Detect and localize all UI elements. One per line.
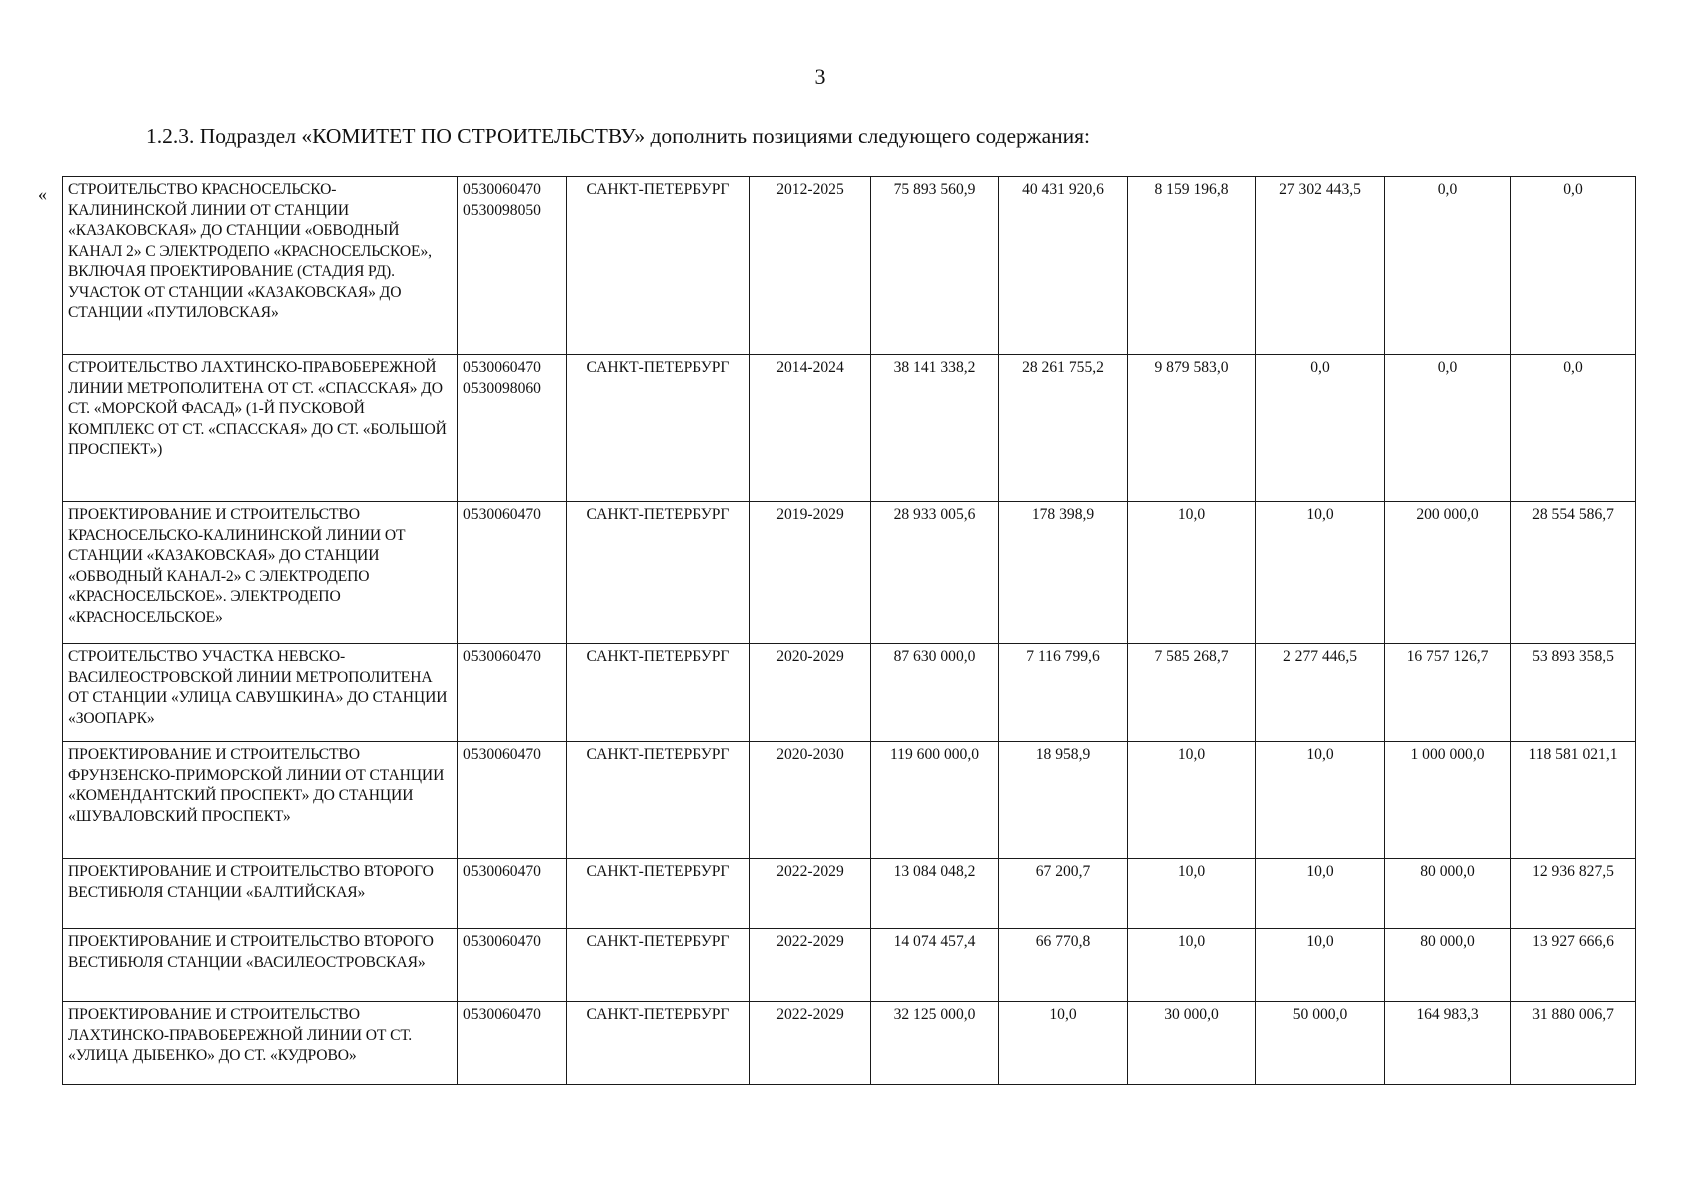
amount-cell: 7 585 268,7 xyxy=(1128,644,1256,742)
object-name-cell: ПРОЕКТИРОВАНИЕ И СТРОИТЕЛЬСТВО ВТОРОГО ВЕСТИБЮЛЯ СТАНЦИИ «БАЛТИЙСКАЯ» xyxy=(63,859,458,929)
amount-cell: 10,0 xyxy=(1256,502,1385,644)
period-cell: 2020-2029 xyxy=(750,644,871,742)
amount-cell: 18 958,9 xyxy=(999,742,1128,859)
amount-cell: 10,0 xyxy=(1128,929,1256,1002)
amount-cell: 12 936 827,5 xyxy=(1511,859,1636,929)
amount-cell: 28 554 586,7 xyxy=(1511,502,1636,644)
location-cell: САНКТ-ПЕТЕРБУРГ xyxy=(567,1002,750,1085)
amount-cell: 118 581 021,1 xyxy=(1511,742,1636,859)
budget-code-cell: 0530060470 xyxy=(458,502,567,644)
amount-cell: 178 398,9 xyxy=(999,502,1128,644)
amount-cell: 40 431 920,6 xyxy=(999,177,1128,355)
amount-cell: 16 757 126,7 xyxy=(1385,644,1511,742)
location-cell: САНКТ-ПЕТЕРБУРГ xyxy=(567,644,750,742)
construction-positions-table xyxy=(62,176,1636,1085)
amount-cell: 0,0 xyxy=(1511,355,1636,502)
object-name-cell: СТРОИТЕЛЬСТВО КРАСНОСЕЛЬСКО-КАЛИНИНСКОЙ ЛИНИИ ОТ СТАНЦИИ «КАЗАКОВСКАЯ» ДО СТАНЦИИ «ОБВОДНЫЙ КАНАЛ 2» С ЭЛЕКТРОДЕПО «КРАСНОСЕЛЬСКОЕ», ВКЛЮЧАЯ ПРОЕКТИРОВАНИЕ (СТАДИЯ РД). УЧАСТОК ОТ СТАНЦИИ «КАЗАКОВСКАЯ» ДО СТАНЦИИ «ПУТИЛОВСКАЯ» xyxy=(63,177,458,355)
amount-cell: 10,0 xyxy=(1256,859,1385,929)
budget-code-cell: 0530060470 xyxy=(458,929,567,1002)
table-row xyxy=(63,742,1636,859)
location-cell: САНКТ-ПЕТЕРБУРГ xyxy=(567,742,750,859)
amount-cell: 50 000,0 xyxy=(1256,1002,1385,1085)
total-cost-cell: 32 125 000,0 xyxy=(871,1002,999,1085)
amount-cell: 67 200,7 xyxy=(999,859,1128,929)
object-name-cell: ПРОЕКТИРОВАНИЕ И СТРОИТЕЛЬСТВО ЛАХТИНСКО-ПРАВОБЕРЕЖНОЙ ЛИНИИ ОТ СТ. «УЛИЦА ДЫБЕНКО» ДО СТ. «КУДРОВО» xyxy=(63,1002,458,1085)
budget-code-cell: 0530060470 0530098050 xyxy=(458,177,567,355)
location-cell: САНКТ-ПЕТЕРБУРГ xyxy=(567,502,750,644)
amount-cell: 13 927 666,6 xyxy=(1511,929,1636,1002)
period-cell: 2019-2029 xyxy=(750,502,871,644)
amount-cell: 28 261 755,2 xyxy=(999,355,1128,502)
budget-code-cell: 0530060470 xyxy=(458,742,567,859)
object-name-cell: СТРОИТЕЛЬСТВО ЛАХТИНСКО-ПРАВОБЕРЕЖНОЙ ЛИНИИ МЕТРОПОЛИТЕНА ОТ СТ. «СПАССКАЯ» ДО СТ. «МОРСКОЙ ФАСАД» (1-Й ПУСКОВОЙ КОМПЛЕКС ОТ СТ. «СПАССКАЯ» ДО СТ. «БОЛЬШОЙ ПРОСПЕКТ») xyxy=(63,355,458,502)
amount-cell: 1 000 000,0 xyxy=(1385,742,1511,859)
amount-cell: 8 159 196,8 xyxy=(1128,177,1256,355)
amount-cell: 10,0 xyxy=(1128,742,1256,859)
budget-code-cell: 0530060470 xyxy=(458,859,567,929)
amount-cell: 0,0 xyxy=(1385,177,1511,355)
amount-cell: 7 116 799,6 xyxy=(999,644,1128,742)
table-row xyxy=(63,177,1636,355)
amount-cell: 31 880 006,7 xyxy=(1511,1002,1636,1085)
amount-cell: 10,0 xyxy=(1128,859,1256,929)
object-name-cell: ПРОЕКТИРОВАНИЕ И СТРОИТЕЛЬСТВО ВТОРОГО ВЕСТИБЮЛЯ СТАНЦИИ «ВАСИЛЕОСТРОВСКАЯ» xyxy=(63,929,458,1002)
amount-cell: 164 983,3 xyxy=(1385,1002,1511,1085)
table-row xyxy=(63,1002,1636,1085)
amount-cell: 200 000,0 xyxy=(1385,502,1511,644)
amount-cell: 80 000,0 xyxy=(1385,859,1511,929)
table-row xyxy=(63,355,1636,502)
budget-code-cell: 0530060470 xyxy=(458,644,567,742)
section-amendment-text: 1.2.3. Подраздел «КОМИТЕТ ПО СТРОИТЕЛЬСТВУ» дополнить позициями следующего содержания: xyxy=(146,124,1091,148)
location-cell: САНКТ-ПЕТЕРБУРГ xyxy=(567,929,750,1002)
amount-cell: 0,0 xyxy=(1385,355,1511,502)
table-row xyxy=(63,502,1636,644)
period-cell: 2020-2030 xyxy=(750,742,871,859)
amount-cell: 10,0 xyxy=(1128,502,1256,644)
total-cost-cell: 28 933 005,6 xyxy=(871,502,999,644)
table-row xyxy=(63,929,1636,1002)
period-cell: 2022-2029 xyxy=(750,859,871,929)
location-cell: САНКТ-ПЕТЕРБУРГ xyxy=(567,355,750,502)
amount-cell: 53 893 358,5 xyxy=(1511,644,1636,742)
total-cost-cell: 14 074 457,4 xyxy=(871,929,999,1002)
period-cell: 2022-2029 xyxy=(750,1002,871,1085)
amount-cell: 10,0 xyxy=(1256,929,1385,1002)
object-name-cell: ПРОЕКТИРОВАНИЕ И СТРОИТЕЛЬСТВО КРАСНОСЕЛЬСКО-КАЛИНИНСКОЙ ЛИНИИ ОТ СТАНЦИИ «КАЗАКОВСКАЯ» ДО СТАНЦИИ «ОБВОДНЫЙ КАНАЛ-2» С ЭЛЕКТРОДЕПО «КРАСНОСЕЛЬСКОЕ». ЭЛЕКТРОДЕПО «КРАСНОСЕЛЬСКОЕ» xyxy=(63,502,458,644)
amount-cell: 0,0 xyxy=(1511,177,1636,355)
amount-cell: 27 302 443,5 xyxy=(1256,177,1385,355)
period-cell: 2012-2025 xyxy=(750,177,871,355)
amount-cell: 9 879 583,0 xyxy=(1128,355,1256,502)
amount-cell: 80 000,0 xyxy=(1385,929,1511,1002)
page-number: 3 xyxy=(814,64,826,89)
table-row xyxy=(63,859,1636,929)
period-cell: 2014-2024 xyxy=(750,355,871,502)
total-cost-cell: 87 630 000,0 xyxy=(871,644,999,742)
object-name-cell: СТРОИТЕЛЬСТВО УЧАСТКА НЕВСКО-ВАСИЛЕОСТРОВСКОЙ ЛИНИИ МЕТРОПОЛИТЕНА ОТ СТАНЦИИ «УЛИЦА САВУШКИНА» ДО СТАНЦИИ «ЗООПАРК» xyxy=(63,644,458,742)
amount-cell: 2 277 446,5 xyxy=(1256,644,1385,742)
amount-cell: 0,0 xyxy=(1256,355,1385,502)
amount-cell: 10,0 xyxy=(1256,742,1385,859)
object-name-cell: ПРОЕКТИРОВАНИЕ И СТРОИТЕЛЬСТВО ФРУНЗЕНСКО-ПРИМОРСКОЙ ЛИНИИ ОТ СТАНЦИИ «КОМЕНДАНТСКИЙ ПРОСПЕКТ» ДО СТАНЦИИ «ШУВАЛОВСКИЙ ПРОСПЕКТ» xyxy=(63,742,458,859)
amount-cell: 66 770,8 xyxy=(999,929,1128,1002)
budget-code-cell: 0530060470 xyxy=(458,1002,567,1085)
opening-quote-mark: « xyxy=(38,184,47,204)
amount-cell: 30 000,0 xyxy=(1128,1002,1256,1085)
total-cost-cell: 75 893 560,9 xyxy=(871,177,999,355)
location-cell: САНКТ-ПЕТЕРБУРГ xyxy=(567,177,750,355)
total-cost-cell: 38 141 338,2 xyxy=(871,355,999,502)
amount-cell: 10,0 xyxy=(999,1002,1128,1085)
location-cell: САНКТ-ПЕТЕРБУРГ xyxy=(567,859,750,929)
budget-code-cell: 0530060470 0530098060 xyxy=(458,355,567,502)
table-row xyxy=(63,644,1636,742)
total-cost-cell: 119 600 000,0 xyxy=(871,742,999,859)
period-cell: 2022-2029 xyxy=(750,929,871,1002)
total-cost-cell: 13 084 048,2 xyxy=(871,859,999,929)
